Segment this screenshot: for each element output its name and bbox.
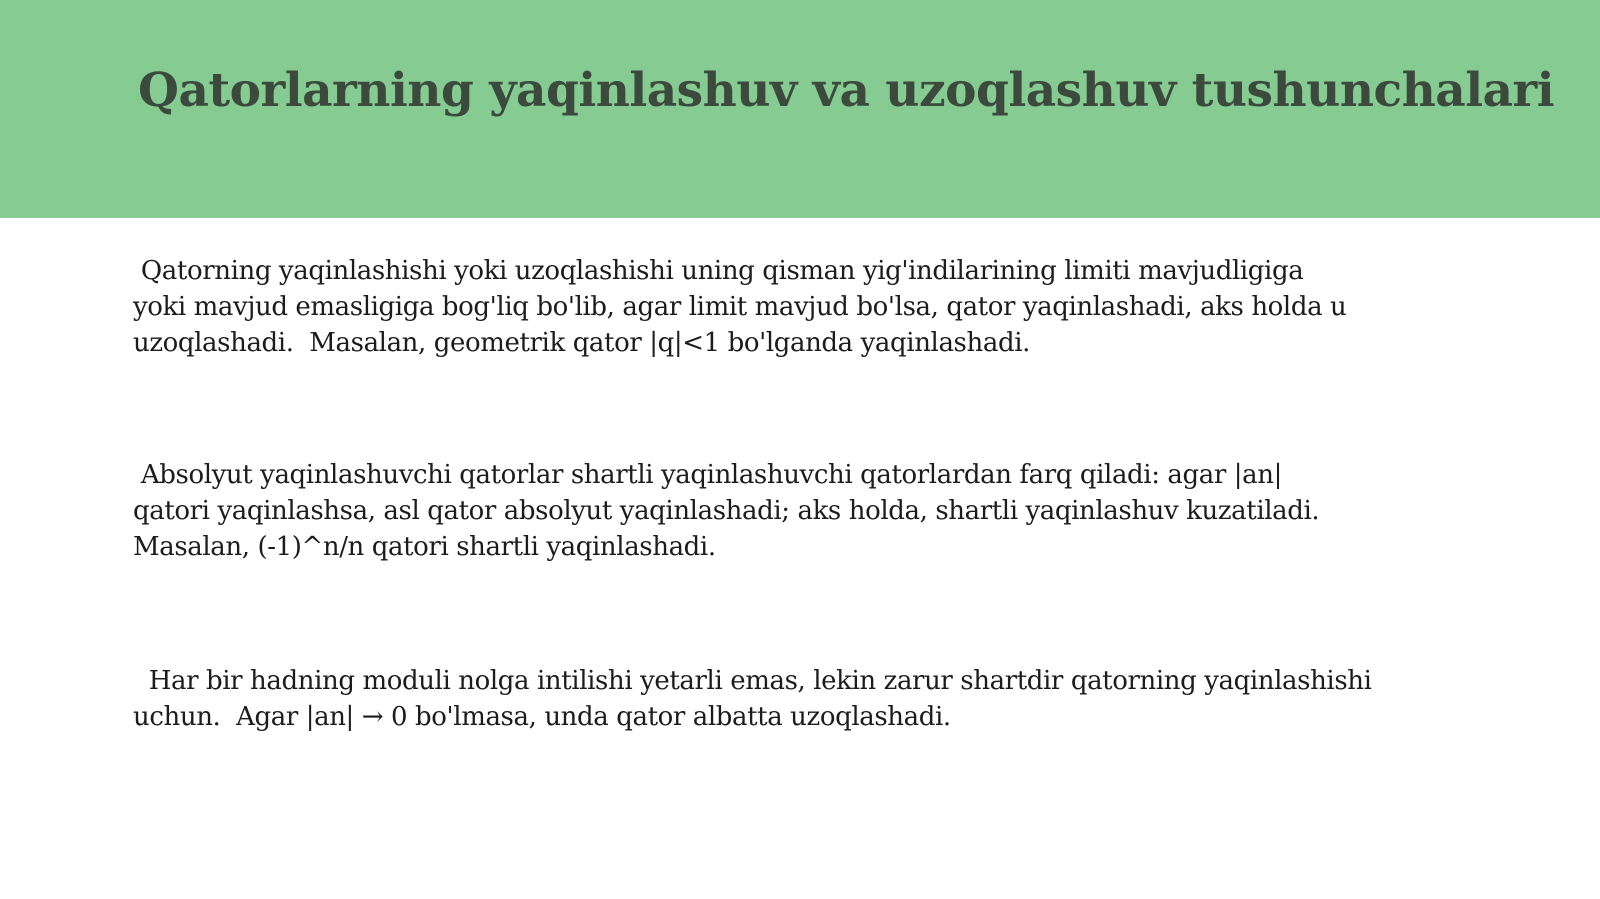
paragraph-necessary-condition: Har bir hadning moduli nolga intilishi yetarli emas, lekin zarur shartdir qatorning yaqinlashishi uchun. Agar |an| → 0 bo'lmasa, unda qator albatta uzoqlashadi.: [133, 666, 1372, 732]
slide-title: Qatorlarning yaqinlashuv va uzoqlashuv tushunchalari: [138, 63, 1555, 118]
paragraph-convergence-definition: Qatorning yaqinlashishi yoki uzoqlashishi uning qisman yig'indilarining limiti mavjudligiga yoki mavjud emasligiga bog'liq bo'lib, agar limit mavjud bo'lsa, qator yaqinlashadi, aks holda u uzoqlashadi. Masalan, geometrik qator |q|<1 bo'lganda yaqinlashadi.: [133, 256, 1347, 358]
paragraph-absolute-conditional: Absolyut yaqinlashuvchi qatorlar shartli yaqinlashuvchi qatorlardan farq qiladi: agar |an| qatori yaqinlashsa, asl qator absolyut yaqinlashadi; aks holda, shartli yaqinlashuv kuzatiladi. Masalan, (-1)^n/n qatori shartli yaqinlashadi.: [133, 460, 1320, 562]
